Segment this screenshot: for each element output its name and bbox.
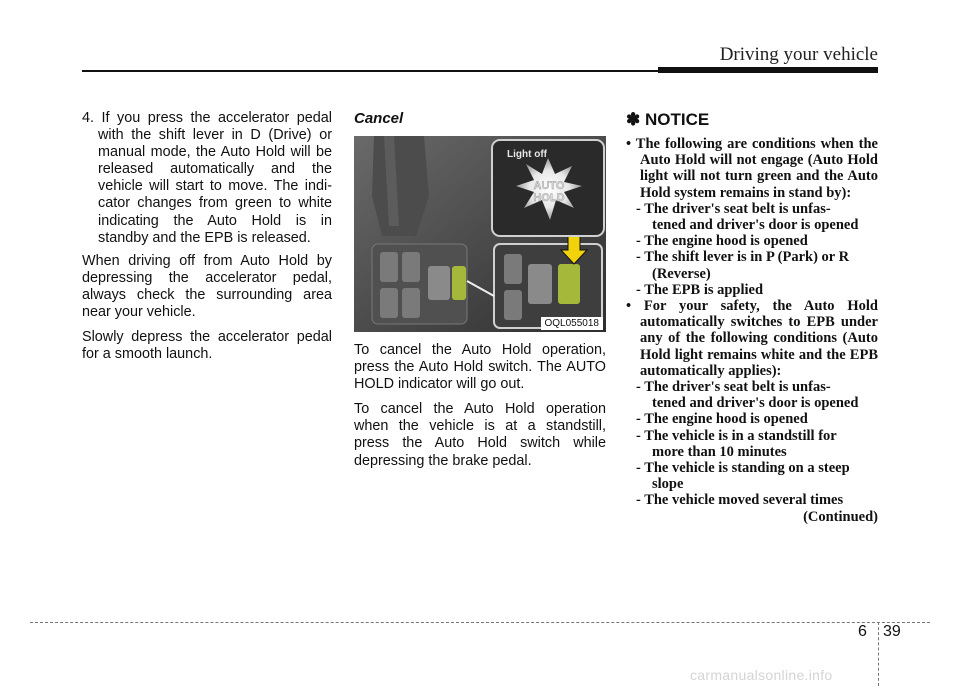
step-4: 4. If you press the accelerator pedal with the shift lever in D (Drive) or manual mode, the Auto Hold will be released automatically and the vehicle will start to move. The indi- cator changes from green to white indicating the Auto Hold is in standby and the EPB is released. bbox=[82, 110, 332, 246]
continued-label: (Continued) bbox=[803, 508, 878, 525]
epb-switch bbox=[428, 266, 450, 300]
auto-hold-switch bbox=[558, 264, 580, 304]
condition-item: - The engine hood is opened bbox=[636, 233, 808, 250]
cancel-heading: Cancel bbox=[354, 110, 404, 127]
cancel-instruction-1: To cancel the Auto Hold operation, press the Auto Hold switch. The AUTO HOLD indicator will go out. bbox=[354, 342, 606, 393]
notice-bullet-1: • The following are conditions when the Auto Hold will not engage (Auto Hold light will not turn green and the Auto Hold system remains in stand by): bbox=[626, 136, 878, 201]
footer-rule bbox=[30, 622, 930, 623]
cancel-instruction-2: To cancel the Auto Hold operation when the vehicle is at a standstill, press the Auto Hold switch while depressing the brake pedal. bbox=[354, 401, 606, 469]
condition-item: - The vehicle is standing on a steep bbox=[636, 460, 850, 477]
column-1 bbox=[82, 110, 332, 371]
condition-item: - The vehicle moved several times bbox=[636, 492, 844, 509]
indicator-text-auto: AUTO bbox=[533, 180, 565, 192]
notice-heading: ✽ NOTICE bbox=[626, 110, 710, 129]
light-off-label: Light off bbox=[507, 149, 547, 160]
shift-boot bbox=[372, 136, 429, 236]
watermark: carmanualsonline.info bbox=[690, 667, 833, 683]
notice-bullet-2: • For your safety, the Auto Hold automatically switches to EPB under any of the following conditions (Auto Hold light remains white and the EPB automatically applies): bbox=[626, 298, 878, 379]
condition-item: - The vehicle is in a standstill for bbox=[636, 427, 837, 444]
console-illustration bbox=[354, 136, 606, 332]
condition-item: - The engine hood is opened bbox=[636, 411, 808, 428]
section-title: Driving your vehicle bbox=[719, 44, 878, 65]
condition-item-cont: tened and driver's door is opened bbox=[652, 395, 859, 412]
column-3 bbox=[626, 110, 878, 525]
auto-hold-figure bbox=[354, 136, 606, 332]
page-number: 39 bbox=[883, 623, 901, 640]
chapter-number: 6 bbox=[858, 623, 867, 640]
condition-item: - The shift lever is in P (Park) or R bbox=[636, 249, 850, 266]
figure-code: OQL055018 bbox=[541, 317, 604, 330]
condition-item-cont: (Reverse) bbox=[652, 265, 711, 282]
indicator-text-hold: HOLD bbox=[533, 192, 565, 204]
condition-item-cont: tened and driver's door is opened bbox=[652, 217, 859, 234]
auto-hold-switch-left bbox=[452, 266, 466, 300]
condition-item: - The driver's seat belt is unfas- bbox=[636, 379, 831, 396]
column-2 bbox=[354, 110, 606, 478]
condition-item-cont: more than 10 minutes bbox=[652, 443, 787, 460]
drive-off-warning: When driving off from Auto Hold by depressing the accelerator pedal, always check the surrounding area near your vehicle. bbox=[82, 252, 332, 321]
footer-divider bbox=[878, 622, 879, 686]
condition-item-cont: slope bbox=[652, 476, 684, 493]
header-rule-accent bbox=[658, 67, 878, 73]
condition-item: - The driver's seat belt is unfas- bbox=[636, 200, 831, 217]
launch-tip: Slowly depress the accelerator pedal for a smooth launch. bbox=[82, 329, 332, 363]
condition-item: - The EPB is applied bbox=[636, 281, 764, 298]
